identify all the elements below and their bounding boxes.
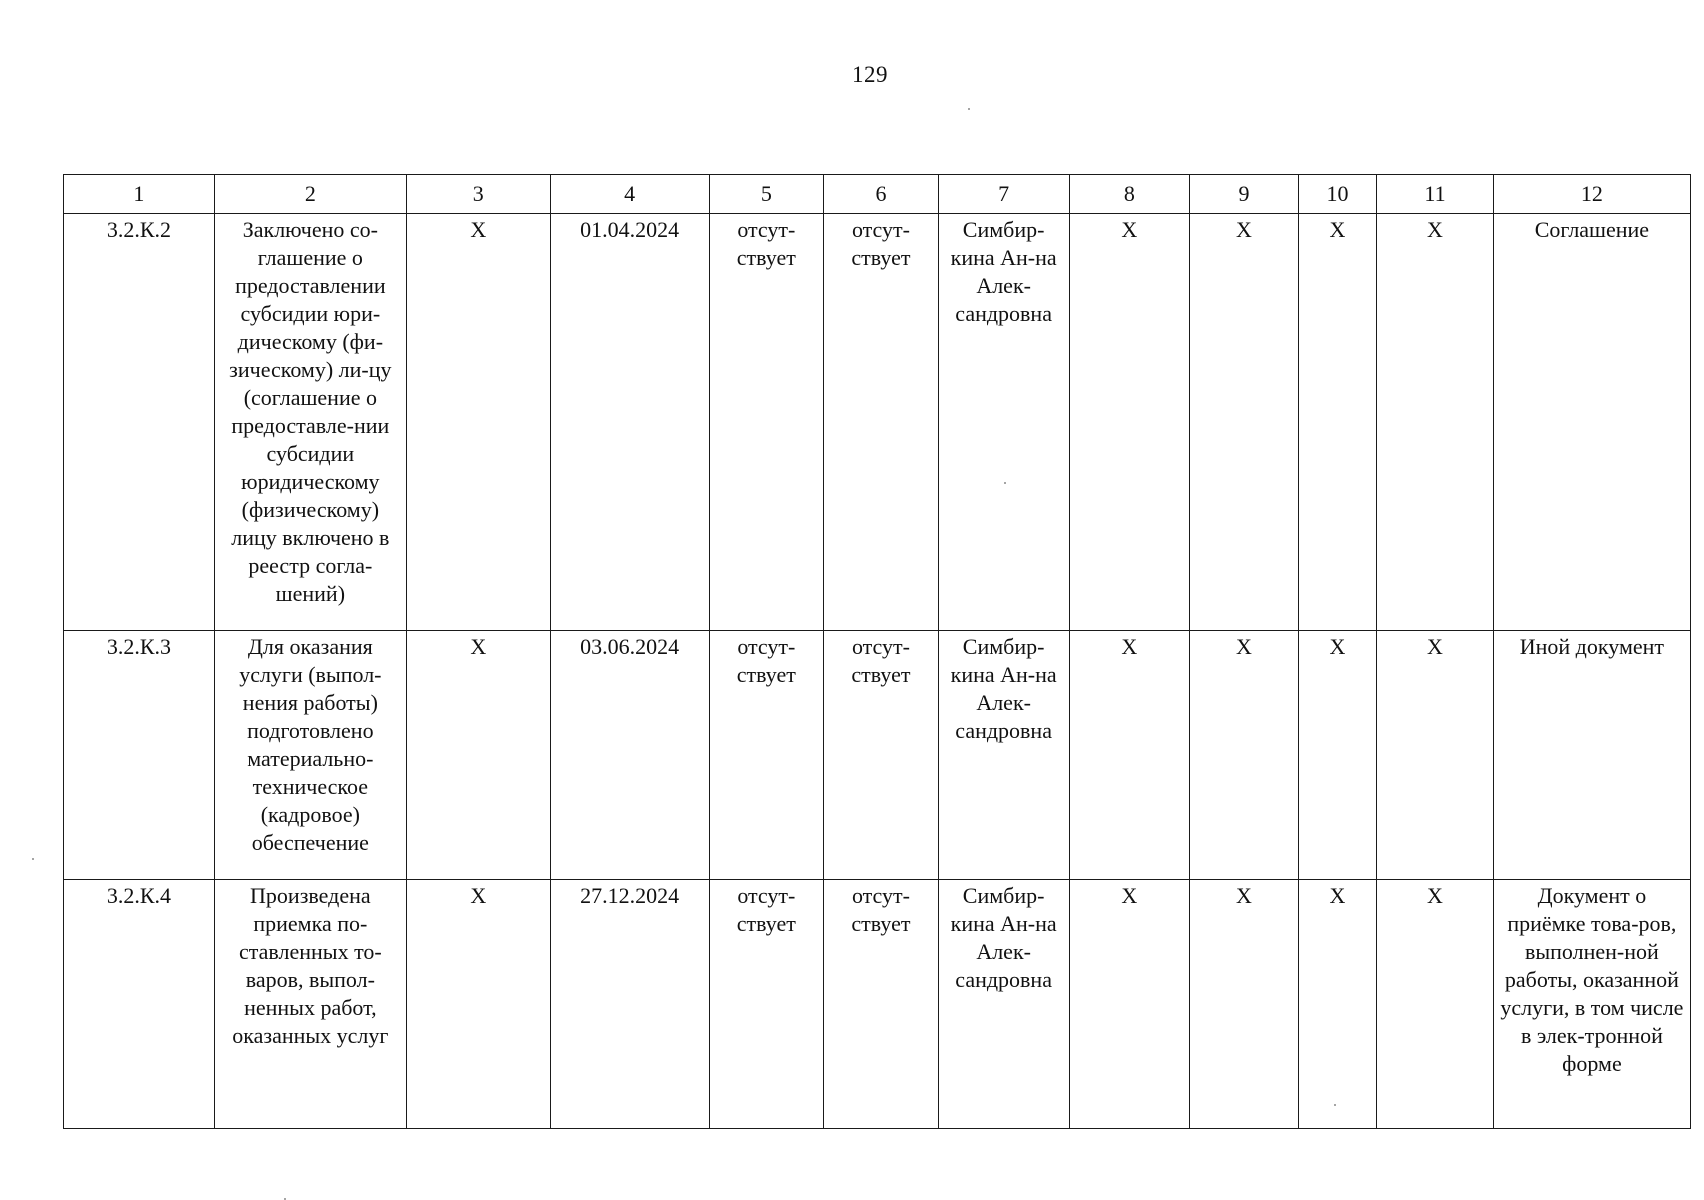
column-header: 3	[406, 175, 550, 214]
cell-x: Х	[406, 214, 550, 631]
page-number: 129	[852, 62, 888, 87]
result-document: Соглашение	[1493, 214, 1690, 631]
cell-absent: отсут-ствует	[824, 631, 939, 880]
column-number-row	[64, 175, 1691, 214]
column-header: 8	[1069, 175, 1190, 214]
event-description: Произведена приемка по-ставленных то-варов, выпол-ненных работ, оказанных услуг	[214, 880, 406, 1129]
column-header: 11	[1377, 175, 1494, 214]
control-points-table	[63, 174, 1691, 1129]
cell-x: Х	[1190, 631, 1299, 880]
cell-x: Х	[1069, 214, 1190, 631]
table-row	[64, 880, 1691, 1129]
table-row	[64, 631, 1691, 880]
cell-x: Х	[1069, 880, 1190, 1129]
cell-x: Х	[1298, 880, 1376, 1129]
cell-x: Х	[1377, 214, 1494, 631]
due-date: 01.04.2024	[550, 214, 709, 631]
due-date: 03.06.2024	[550, 631, 709, 880]
column-header: 4	[550, 175, 709, 214]
cell-absent: отсут-ствует	[709, 880, 824, 1129]
column-header: 9	[1190, 175, 1299, 214]
responsible-person: Симбир-кина Ан-на Алек-сандровна	[938, 880, 1069, 1129]
scan-speck	[968, 108, 970, 110]
cell-x: Х	[406, 880, 550, 1129]
cell-x: Х	[1377, 880, 1494, 1129]
column-header: 1	[64, 175, 215, 214]
cell-x: Х	[1190, 880, 1299, 1129]
column-header: 7	[938, 175, 1069, 214]
cell-absent: отсут-ствует	[709, 631, 824, 880]
cell-x: Х	[1298, 214, 1376, 631]
row-id: 3.2.К.4	[64, 880, 215, 1129]
column-header: 2	[214, 175, 406, 214]
responsible-person: Симбир-кина Ан-на Алек-сандровна	[938, 631, 1069, 880]
result-document: Иной документ	[1493, 631, 1690, 880]
scan-speck	[1334, 1104, 1336, 1106]
column-header: 6	[824, 175, 939, 214]
row-id: 3.2.К.3	[64, 631, 215, 880]
column-header: 5	[709, 175, 824, 214]
cell-x: Х	[1190, 214, 1299, 631]
table-row	[64, 214, 1691, 631]
scan-speck	[32, 858, 34, 860]
cell-x: Х	[406, 631, 550, 880]
scan-speck	[1004, 482, 1006, 484]
cell-x: Х	[1377, 631, 1494, 880]
column-header: 10	[1298, 175, 1376, 214]
cell-x: Х	[1069, 631, 1190, 880]
event-description: Для оказания услуги (выпол-нения работы) подготовлено материально-техническое (кадровое) обеспечение	[214, 631, 406, 880]
due-date: 27.12.2024	[550, 880, 709, 1129]
column-header: 12	[1493, 175, 1690, 214]
row-id: 3.2.К.2	[64, 214, 215, 631]
responsible-person: Симбир-кина Ан-на Алек-сандровна	[938, 214, 1069, 631]
cell-x: Х	[1298, 631, 1376, 880]
cell-absent: отсут-ствует	[824, 214, 939, 631]
result-document: Документ о приёмке това-ров, выполнен-ной работы, оказанной услуги, в том числе в элек-тронной форме	[1493, 880, 1690, 1129]
cell-absent: отсут-ствует	[824, 880, 939, 1129]
event-description: Заключено со-глашение о предоставлении субсидии юри-дическому (фи-зическому) ли-цу (соглашение о предоставле-нии субсидии юридическому (физическому) лицу включено в реестр согла-шений)	[214, 214, 406, 631]
cell-absent: отсут-ствует	[709, 214, 824, 631]
